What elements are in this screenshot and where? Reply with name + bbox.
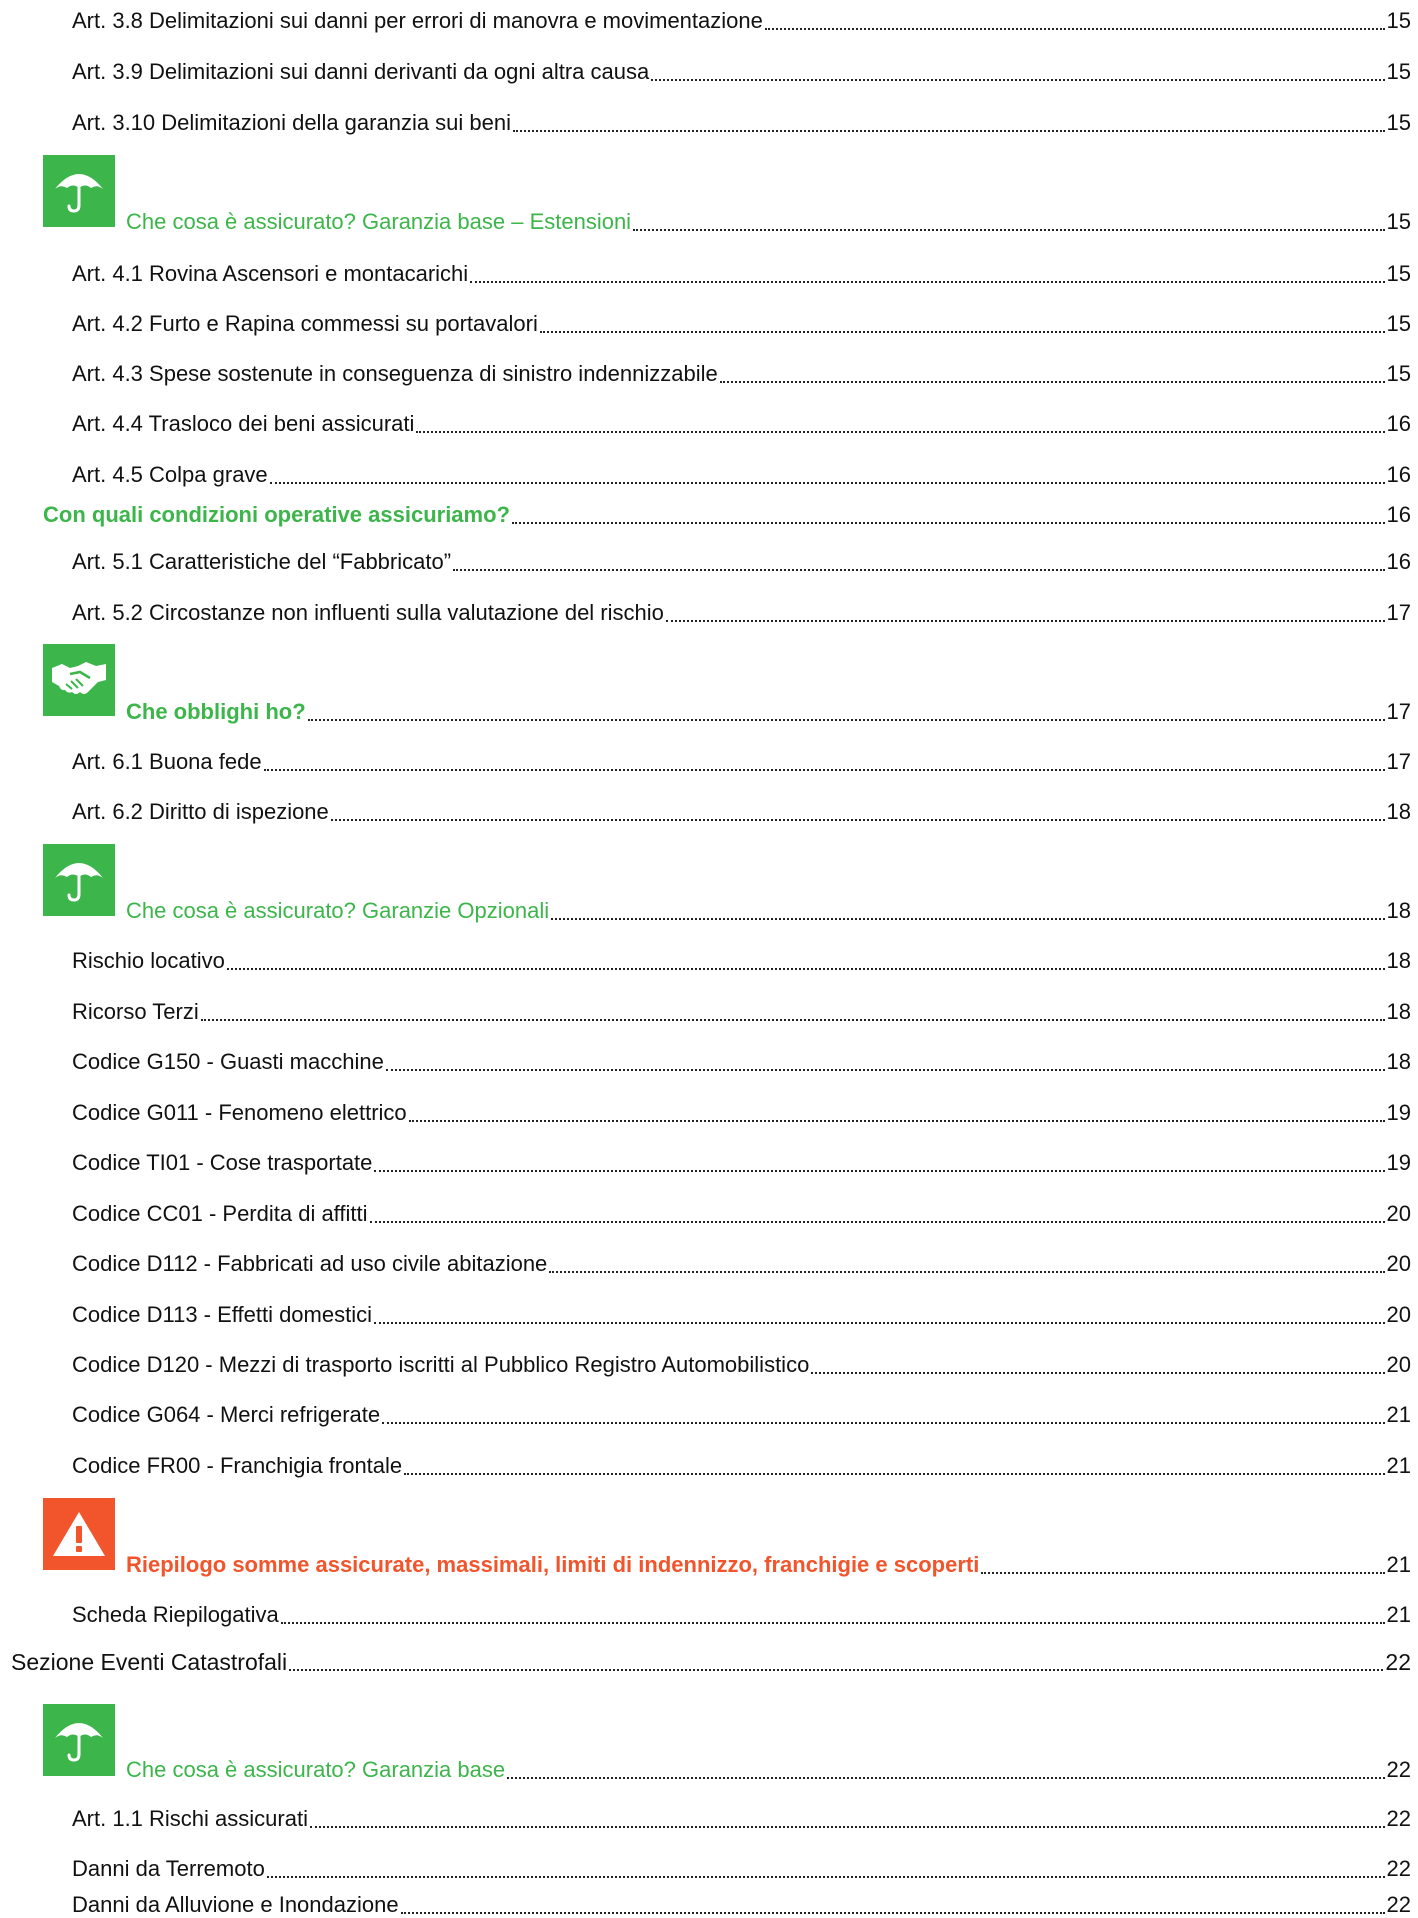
toc-entry[interactable] (72, 55, 1411, 85)
dot-leader (374, 1170, 1384, 1172)
toc-entry[interactable] (72, 1045, 1411, 1075)
toc-entry-label: Con quali condizioni operative assicuriamo? (43, 502, 510, 527)
dot-leader (513, 130, 1385, 132)
toc-entry[interactable] (72, 795, 1411, 825)
toc-entry-page: 15 (1386, 8, 1411, 33)
dot-leader (470, 281, 1384, 283)
handshake-icon (43, 644, 115, 716)
dot-leader (386, 1069, 1385, 1071)
toc-entry-page: 17 (1386, 600, 1411, 625)
toc-entry[interactable] (72, 458, 1411, 488)
toc-entry-label: Codice CC01 - Perdita di affitti (72, 1201, 368, 1226)
toc-entry-label: Art. 5.1 Caratteristiche del “Fabbricato” (72, 549, 452, 574)
dot-leader (201, 1019, 1385, 1021)
toc-entry-page: 18 (1386, 999, 1411, 1024)
toc-entry-label: Art. 4.2 Furto e Rapina commessi su portavalori (72, 311, 538, 336)
toc-entry[interactable] (72, 1449, 1411, 1479)
dot-leader (308, 719, 1385, 721)
dot-leader (507, 1777, 1384, 1779)
toc-entry[interactable] (72, 745, 1411, 775)
toc-entry-page: 16 (1386, 502, 1411, 527)
toc-section-heading[interactable] (126, 1753, 1411, 1783)
toc-entry-label: Art. 3.10 Delimitazioni della garanzia sui beni (72, 110, 512, 135)
toc-entry[interactable] (72, 1398, 1411, 1428)
toc-section-heading[interactable] (126, 695, 1411, 725)
toc-entry-page: 18 (1386, 799, 1411, 824)
toc-entry-page: 22 (1386, 1856, 1411, 1881)
toc-entry-page: 20 (1386, 1201, 1411, 1226)
toc-entry[interactable] (72, 407, 1411, 437)
toc-entry-label: Art. 4.4 Trasloco dei beni assicurati (72, 411, 415, 436)
toc-entry-page: 17 (1386, 749, 1411, 774)
toc-entry-page: 21 (1386, 1552, 1411, 1577)
toc-entry-label: Art. 4.1 Rovina Ascensori e montacarichi (72, 261, 469, 286)
toc-entry-page: 22 (1386, 1806, 1411, 1831)
toc-entry[interactable] (72, 1096, 1411, 1126)
toc-entry-label: Che cosa è assicurato? Garanzia base – Estensioni (126, 209, 632, 234)
toc-entry-page: 15 (1386, 361, 1411, 386)
toc-entry[interactable] (72, 307, 1411, 337)
toc-entry-label: Codice TI01 - Cose trasportate (72, 1150, 373, 1175)
dot-leader (765, 28, 1385, 30)
toc-entry-page: 15 (1386, 261, 1411, 286)
toc-entry-label: Art. 4.5 Colpa grave (72, 462, 268, 487)
dot-leader (374, 1322, 1385, 1324)
dot-leader (404, 1473, 1384, 1475)
toc-entry-label: Codice G064 - Merci refrigerate (72, 1402, 381, 1427)
dot-leader (409, 1120, 1385, 1122)
toc-entry[interactable] (72, 545, 1411, 575)
dot-leader (720, 381, 1385, 383)
dot-leader (633, 229, 1384, 231)
dot-leader (331, 819, 1385, 821)
toc-entry-page: 22 (1386, 1892, 1411, 1917)
dot-leader (310, 1826, 1385, 1828)
dot-leader (453, 569, 1384, 571)
toc-entry-label: Che obblighi ho? (126, 699, 306, 724)
toc-entry-page: 21 (1386, 1453, 1411, 1478)
toc-entry-label: Sezione Eventi Catastrofali (11, 1649, 288, 1675)
toc-entry-page: 16 (1386, 549, 1411, 574)
toc-entry[interactable] (72, 944, 1411, 974)
toc-entry[interactable] (72, 1247, 1411, 1277)
toc-entry-page: 18 (1386, 948, 1411, 973)
toc-entry-page: 16 (1386, 462, 1411, 487)
dot-leader (270, 482, 1385, 484)
toc-entry-page: 15 (1386, 311, 1411, 336)
dot-leader (281, 1622, 1385, 1624)
umbrella-icon (43, 155, 115, 227)
toc-entry-page: 22 (1386, 1757, 1411, 1782)
toc-entry-page: 17 (1386, 699, 1411, 724)
toc-entry-label: Art. 3.8 Delimitazioni sui danni per errori di manovra e movimentazione (72, 8, 763, 33)
toc-entry-label: Danni da Terremoto (72, 1856, 265, 1881)
toc-entry[interactable] (72, 4, 1411, 34)
dot-leader (651, 79, 1384, 81)
toc-entry-page: 22 (1385, 1649, 1411, 1675)
toc-entry-label: Art. 5.2 Circostanze non influenti sulla valutazione del rischio (72, 600, 664, 625)
toc-entry-page: 20 (1386, 1251, 1411, 1276)
umbrella-icon (43, 1704, 115, 1776)
toc-section-heading[interactable] (43, 498, 1411, 528)
toc-entry[interactable] (72, 1888, 1411, 1918)
toc-entry-label: Riepilogo somme assicurate, massimali, limiti di indennizzo, franchigie e scoperti (126, 1552, 980, 1577)
toc-entry-page: 21 (1386, 1402, 1411, 1427)
toc-entry-page: 18 (1386, 898, 1411, 923)
toc-entry[interactable] (72, 357, 1411, 387)
dot-leader (382, 1422, 1384, 1424)
toc-entry[interactable] (72, 1197, 1411, 1227)
toc-entry[interactable] (72, 1298, 1411, 1328)
dot-leader (512, 522, 1385, 524)
umbrella-icon (43, 844, 115, 916)
toc-entry-label: Art. 6.2 Diritto di ispezione (72, 799, 329, 824)
toc-entry-label: Codice G011 - Fenomeno elettrico (72, 1100, 407, 1125)
toc-entry-page: 19 (1386, 1100, 1411, 1125)
toc-section-heading[interactable] (126, 894, 1411, 924)
toc-entry-page: 15 (1386, 59, 1411, 84)
toc-entry-page: 16 (1386, 411, 1411, 436)
dot-leader (981, 1572, 1384, 1574)
toc-entry-label: Che cosa è assicurato? Garanzie Opzionali (126, 898, 550, 923)
dot-leader (227, 968, 1385, 970)
toc-entry[interactable] (72, 1146, 1411, 1176)
toc-entry-label: Codice G150 - Guasti macchine (72, 1049, 384, 1074)
toc-entry-label: Art. 3.9 Delimitazioni sui danni derivanti da ogni altra causa (72, 59, 650, 84)
toc-entry-page: 20 (1386, 1302, 1411, 1327)
toc-entry[interactable] (72, 1598, 1411, 1628)
toc-entry-label: Codice D112 - Fabbricati ad uso civile abitazione (72, 1251, 548, 1276)
toc-entry-label: Codice D113 - Effetti domestici (72, 1302, 372, 1327)
toc-entry-page: 21 (1386, 1602, 1411, 1627)
toc-entry[interactable] (72, 596, 1411, 626)
toc-entry-label: Codice FR00 - Franchigia frontale (72, 1453, 403, 1478)
toc-section-heading[interactable] (126, 1548, 1411, 1578)
toc-entry[interactable] (72, 1802, 1411, 1832)
toc-entry[interactable] (72, 1852, 1411, 1882)
dot-leader (551, 918, 1384, 920)
toc-entry-label: Scheda Riepilogativa (72, 1602, 279, 1627)
dot-leader (811, 1372, 1384, 1374)
toc-entry-page: 20 (1386, 1352, 1411, 1377)
toc-entry[interactable] (72, 106, 1411, 136)
dot-leader (370, 1221, 1385, 1223)
dot-leader (264, 769, 1385, 771)
toc-entry-page: 15 (1386, 209, 1411, 234)
toc-entry-page: 15 (1386, 110, 1411, 135)
toc-entry-label: Rischio locativo (72, 948, 225, 973)
warning-icon (43, 1498, 115, 1570)
toc-entry[interactable] (72, 995, 1411, 1025)
toc-entry-page: 18 (1386, 1049, 1411, 1074)
toc-top-section[interactable] (11, 1645, 1411, 1675)
dot-leader (401, 1912, 1385, 1914)
toc-entry-label: Art. 4.3 Spese sostenute in conseguenza di sinistro indennizzabile (72, 361, 718, 386)
toc-entry-label: Ricorso Terzi (72, 999, 199, 1024)
toc-entry-label: Che cosa è assicurato? Garanzia base (126, 1757, 506, 1782)
toc-entry[interactable] (72, 257, 1411, 287)
dot-leader (267, 1876, 1385, 1878)
toc-section-heading[interactable] (126, 205, 1411, 235)
toc-entry-label: Art. 6.1 Buona fede (72, 749, 262, 774)
toc-entry[interactable] (72, 1348, 1411, 1378)
toc-entry-label: Codice D120 - Mezzi di trasporto iscritti al Pubblico Registro Automobilistico (72, 1352, 810, 1377)
toc-entry-label: Danni da Alluvione e Inondazione (72, 1892, 399, 1917)
dot-leader (540, 331, 1385, 333)
dot-leader (549, 1271, 1384, 1273)
toc-entry-label: Art. 1.1 Rischi assicurati (72, 1806, 308, 1831)
toc-entry-page: 19 (1386, 1150, 1411, 1175)
dot-leader (416, 431, 1384, 433)
dot-leader (289, 1669, 1383, 1671)
dot-leader (666, 620, 1385, 622)
